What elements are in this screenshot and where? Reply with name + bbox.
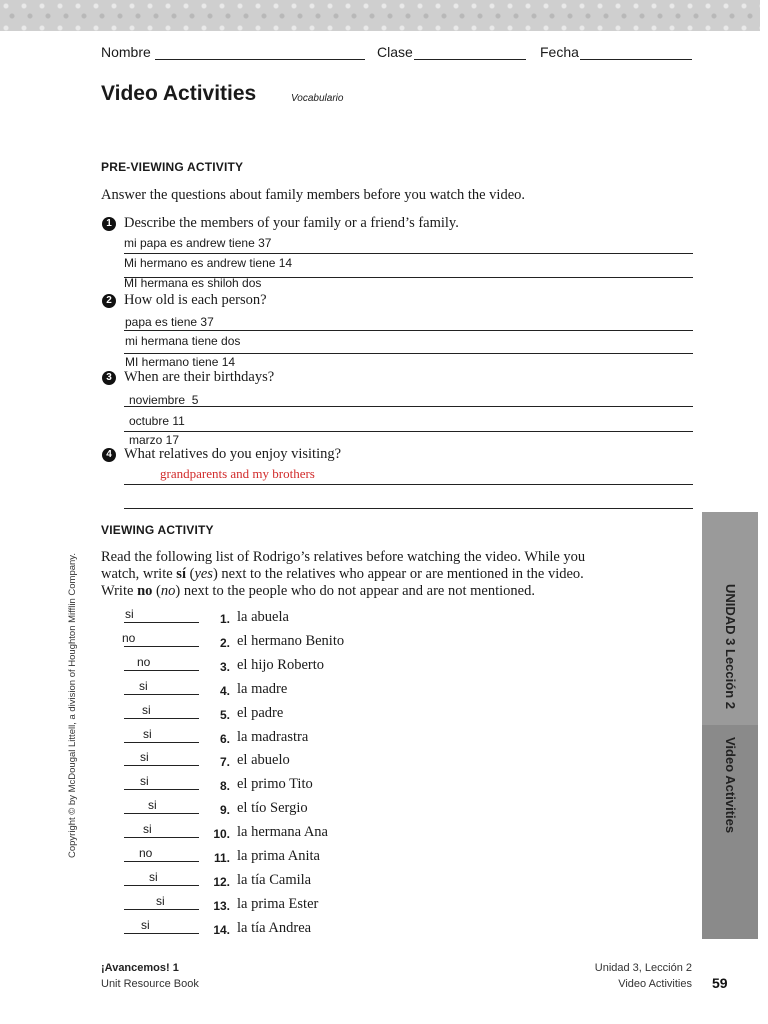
answer-line	[124, 406, 693, 407]
footer-unit: Unidad 3, Lección 2	[594, 962, 692, 974]
instructions-yes: yes	[194, 566, 213, 582]
answer-line	[124, 330, 693, 331]
instructions-text: next to the people who do not appear and are not mentioned.	[180, 583, 535, 599]
answer-input[interactable]: si	[149, 870, 158, 884]
question-1-answer-2[interactable]: Mi hermano es andrew tiene 14	[124, 256, 293, 270]
answer-input[interactable]: si	[125, 607, 134, 621]
page-title: Video Activities	[101, 82, 257, 105]
item-number: 6.	[219, 732, 230, 746]
answer-line	[124, 484, 693, 485]
answer-input[interactable]: si	[142, 703, 151, 717]
viewing-instructions	[101, 549, 621, 600]
question-1-answer-1[interactable]: mi papa es andrew tiene 37	[124, 236, 272, 250]
fecha-label: Fecha	[540, 44, 579, 60]
item-number: 7.	[219, 755, 230, 769]
item-number: 12.	[213, 875, 230, 889]
clase-label: Clase	[377, 44, 413, 60]
question-2-text: How old is each person?	[124, 292, 267, 308]
fecha-field[interactable]	[580, 59, 692, 60]
question-3-number-icon: 3	[102, 371, 116, 385]
page-number: 59	[712, 975, 728, 991]
question-2-number-icon: 2	[102, 294, 116, 308]
answer-line	[124, 813, 199, 814]
answer-input[interactable]: si	[143, 727, 152, 741]
answer-input[interactable]: no	[139, 846, 153, 860]
answer-input[interactable]: si	[148, 798, 157, 812]
unit-tab-label: UNIDAD 3 Lección 2	[723, 584, 738, 709]
instructions-line-1: Read the following list of Rodrigo’s relatives before watching the video. While you	[101, 549, 586, 565]
answer-line	[124, 718, 199, 719]
item-text: el primo Tito	[237, 776, 313, 792]
question-3-answer-2[interactable]: octubre 11	[129, 414, 185, 428]
answer-line	[124, 353, 693, 354]
answer-input[interactable]: si	[140, 774, 149, 788]
question-1-answer-3[interactable]: MI hermana es shiloh dos	[124, 276, 262, 290]
item-number: 14.	[213, 923, 230, 937]
decorative-banner	[0, 0, 760, 31]
question-4-text: What relatives do you enjoy visiting?	[124, 446, 342, 462]
item-text: el padre	[237, 705, 284, 721]
item-number: 2.	[219, 636, 230, 650]
item-text: el abuelo	[237, 752, 290, 768]
item-number: 11.	[213, 851, 230, 865]
pre-viewing-heading: PRE-VIEWING ACTIVITY	[101, 160, 244, 174]
item-number: 4.	[219, 684, 230, 698]
item-text: la abuela	[237, 609, 289, 625]
copyright-notice: Copyright © by McDougal Littell, a division of Houghton Mifflin Company.	[67, 553, 78, 858]
answer-line	[124, 933, 199, 934]
answer-input[interactable]: no	[122, 631, 136, 645]
item-text: la madre	[237, 681, 288, 697]
answer-line	[124, 837, 199, 838]
answer-line	[124, 765, 199, 766]
question-2-answer-3[interactable]: MI hermano tiene 14	[125, 355, 236, 369]
viewing-heading: VIEWING ACTIVITY	[101, 523, 214, 537]
answer-input[interactable]: si	[143, 822, 152, 836]
question-2-answer-2[interactable]: mi hermana tiene dos	[125, 334, 241, 348]
item-number: 9.	[219, 803, 230, 817]
instructions-no-italic: no	[160, 583, 176, 599]
answer-line	[124, 622, 199, 623]
page-subtitle: Vocabulario	[291, 93, 344, 104]
item-text: la prima Ester	[237, 896, 319, 912]
instructions-text: Write	[101, 583, 138, 599]
item-text: la tía Andrea	[237, 920, 312, 936]
question-2-answer-1[interactable]: papa es tiene 37	[125, 315, 214, 329]
clase-field[interactable]	[414, 59, 526, 60]
pre-viewing-instructions: Answer the questions about family members before you watch the video.	[101, 187, 526, 203]
item-number: 1.	[219, 612, 230, 626]
answer-line	[124, 694, 199, 695]
item-text: el hijo Roberto	[237, 657, 324, 673]
answer-input[interactable]: si	[139, 679, 148, 693]
question-4-number-icon: 4	[102, 448, 116, 462]
answer-input[interactable]: no	[137, 655, 151, 669]
instructions-no: no	[137, 583, 153, 599]
item-number: 13.	[213, 899, 230, 913]
footer-section: Video Activities	[618, 978, 692, 990]
item-number: 5.	[219, 708, 230, 722]
answer-line	[124, 253, 693, 254]
footer-book-title: ¡Avancemos! 1	[101, 962, 179, 974]
item-text: la prima Anita	[237, 848, 320, 864]
answer-line	[124, 508, 693, 509]
item-text: la hermana Ana	[237, 824, 328, 840]
answer-line	[124, 909, 199, 910]
section-tab-label: Video Activities	[723, 737, 738, 834]
answer-line	[124, 885, 199, 886]
instructions-line-3: Write no (no) next to the people who do not appear and are not mentioned.	[101, 583, 535, 599]
nombre-field[interactable]	[155, 59, 365, 60]
answer-line	[124, 646, 199, 647]
instructions-si: sí	[176, 566, 186, 582]
answer-line	[124, 670, 199, 671]
instructions-text: next to the relatives who appear or are mentioned in the video.	[217, 566, 584, 582]
footer-resource: Unit Resource Book	[101, 978, 199, 990]
question-1-text: Describe the members of your family or a friend’s family.	[124, 215, 459, 231]
question-3-answer-1[interactable]: noviembre 5	[129, 393, 199, 407]
item-text: el tío Sergio	[237, 800, 308, 816]
answer-input[interactable]: si	[156, 894, 165, 908]
answer-line	[124, 742, 199, 743]
question-1-number-icon: 1	[102, 217, 116, 231]
item-text: el hermano Benito	[237, 633, 345, 649]
instructions-line-2: watch, write sí (yes) next to the relatives who appear or are mentioned in the video.	[101, 566, 584, 582]
answer-input[interactable]: si	[141, 918, 150, 932]
question-4-answer-1[interactable]: grandparents and my brothers	[160, 466, 315, 481]
answer-line	[124, 789, 199, 790]
question-3-answer-3[interactable]: marzo 17	[129, 433, 180, 447]
question-3-text: When are their birthdays?	[124, 369, 275, 385]
instructions-text: watch, write	[101, 566, 177, 582]
item-text: la tía Camila	[237, 872, 312, 888]
nombre-label: Nombre	[101, 44, 151, 60]
item-number: 8.	[219, 779, 230, 793]
item-number: 3.	[219, 660, 230, 674]
answer-line	[124, 431, 693, 432]
item-text: la madrastra	[237, 729, 309, 745]
item-number: 10.	[213, 827, 230, 841]
answer-line	[124, 861, 199, 862]
answer-input[interactable]: si	[140, 750, 149, 764]
